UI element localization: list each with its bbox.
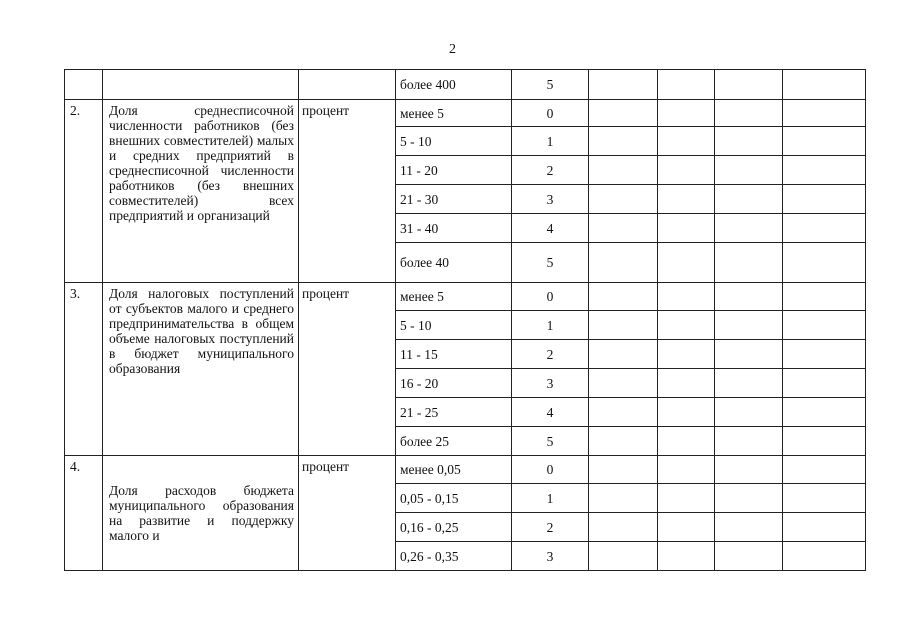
empty-cell: [715, 185, 783, 214]
cell-score: 3: [512, 185, 589, 214]
empty-cell: [589, 185, 658, 214]
indicator-table: [64, 69, 866, 571]
cell-range: более 25: [396, 427, 512, 456]
cell-range: 21 - 30: [396, 185, 512, 214]
cell-range: 16 - 20: [396, 369, 512, 398]
cell-score: 1: [512, 127, 589, 156]
cell-range: 31 - 40: [396, 214, 512, 243]
empty-cell: [658, 243, 715, 283]
empty-cell: [783, 214, 866, 243]
cell-unit: [299, 70, 396, 100]
cell-score: 2: [512, 156, 589, 185]
empty-cell: [783, 513, 866, 542]
empty-cell: [715, 283, 783, 311]
empty-cell: [783, 283, 866, 311]
empty-cell: [715, 427, 783, 456]
empty-cell: [589, 243, 658, 283]
empty-cell: [658, 484, 715, 513]
indicator-number: 2.: [65, 100, 103, 283]
empty-cell: [589, 513, 658, 542]
empty-cell: [715, 100, 783, 127]
indicator-name: Доля расходов бюджета муниципального образования на развитие и поддержку малого и: [103, 456, 299, 571]
cell-range: 0,05 - 0,15: [396, 484, 512, 513]
cell-score: 0: [512, 456, 589, 484]
cell-range: 21 - 25: [396, 398, 512, 427]
cell-score: 4: [512, 398, 589, 427]
cell-score: 0: [512, 283, 589, 311]
empty-cell: [783, 127, 866, 156]
empty-cell: [589, 340, 658, 369]
empty-cell: [589, 70, 658, 100]
indicator-name: Доля налоговых поступлений от субъектов малого и среднего предпринимательства в общем объеме налоговых поступлений в бюджет муниципального образования: [103, 283, 299, 456]
table-row: [65, 456, 866, 484]
empty-cell: [783, 100, 866, 127]
cell-range: 5 - 10: [396, 311, 512, 340]
empty-cell: [589, 311, 658, 340]
empty-cell: [658, 513, 715, 542]
indicator-name: Доля среднесписочной численности работников (без внешних совместителей) малых и средних предприятий в среднесписочной численности работников (без внешних совместителей) всех предприятий и организаций: [103, 100, 299, 283]
table-row: [65, 70, 866, 100]
empty-cell: [715, 398, 783, 427]
table-row: [65, 100, 866, 127]
empty-cell: [715, 340, 783, 369]
empty-cell: [715, 127, 783, 156]
empty-cell: [715, 156, 783, 185]
empty-cell: [783, 456, 866, 484]
empty-cell: [658, 542, 715, 571]
cell-score: 4: [512, 214, 589, 243]
cell-range: менее 0,05: [396, 456, 512, 484]
empty-cell: [658, 283, 715, 311]
empty-cell: [658, 100, 715, 127]
cell-range: 0,26 - 0,35: [396, 542, 512, 571]
empty-cell: [589, 398, 658, 427]
indicator-number: 3.: [65, 283, 103, 456]
empty-cell: [783, 185, 866, 214]
cell-score: 5: [512, 70, 589, 100]
empty-cell: [715, 70, 783, 100]
empty-cell: [658, 427, 715, 456]
empty-cell: [589, 127, 658, 156]
empty-cell: [589, 369, 658, 398]
empty-cell: [589, 283, 658, 311]
cell-score: 2: [512, 340, 589, 369]
empty-cell: [658, 311, 715, 340]
cell-score: 1: [512, 311, 589, 340]
empty-cell: [715, 243, 783, 283]
cell-score: 3: [512, 369, 589, 398]
indicator-unit: процент: [299, 283, 396, 456]
empty-cell: [715, 456, 783, 484]
cell-score: 1: [512, 484, 589, 513]
cell-range: 0,16 - 0,25: [396, 513, 512, 542]
indicator-unit: процент: [299, 456, 396, 571]
empty-cell: [589, 456, 658, 484]
page-number: 2: [449, 42, 456, 57]
empty-cell: [783, 427, 866, 456]
cell-range: менее 5: [396, 100, 512, 127]
empty-cell: [783, 340, 866, 369]
empty-cell: [783, 542, 866, 571]
empty-cell: [715, 369, 783, 398]
empty-cell: [658, 185, 715, 214]
empty-cell: [658, 156, 715, 185]
cell-score: 5: [512, 427, 589, 456]
empty-cell: [658, 127, 715, 156]
cell-num: [65, 70, 103, 100]
indicator-number: 4.: [65, 456, 103, 571]
cell-range: 5 - 10: [396, 127, 512, 156]
empty-cell: [715, 513, 783, 542]
empty-cell: [658, 340, 715, 369]
empty-cell: [715, 311, 783, 340]
cell-score: 5: [512, 243, 589, 283]
cell-score: 0: [512, 100, 589, 127]
empty-cell: [589, 156, 658, 185]
cell-range: менее 5: [396, 283, 512, 311]
empty-cell: [589, 542, 658, 571]
empty-cell: [783, 484, 866, 513]
empty-cell: [715, 214, 783, 243]
cell-range: более 400: [396, 70, 512, 100]
cell-range: 11 - 15: [396, 340, 512, 369]
empty-cell: [783, 70, 866, 100]
cell-score: 3: [512, 542, 589, 571]
empty-cell: [658, 214, 715, 243]
empty-cell: [658, 369, 715, 398]
empty-cell: [589, 484, 658, 513]
indicator-unit: процент: [299, 100, 396, 283]
empty-cell: [783, 311, 866, 340]
empty-cell: [658, 70, 715, 100]
cell-score: 2: [512, 513, 589, 542]
empty-cell: [589, 214, 658, 243]
empty-cell: [783, 369, 866, 398]
empty-cell: [783, 398, 866, 427]
empty-cell: [658, 398, 715, 427]
empty-cell: [589, 100, 658, 127]
table-row: [65, 283, 866, 311]
cell-range: 11 - 20: [396, 156, 512, 185]
empty-cell: [715, 484, 783, 513]
empty-cell: [589, 427, 658, 456]
cell-name: [103, 70, 299, 100]
cell-range: более 40: [396, 243, 512, 283]
empty-cell: [783, 243, 866, 283]
empty-cell: [715, 542, 783, 571]
empty-cell: [658, 456, 715, 484]
empty-cell: [783, 156, 866, 185]
